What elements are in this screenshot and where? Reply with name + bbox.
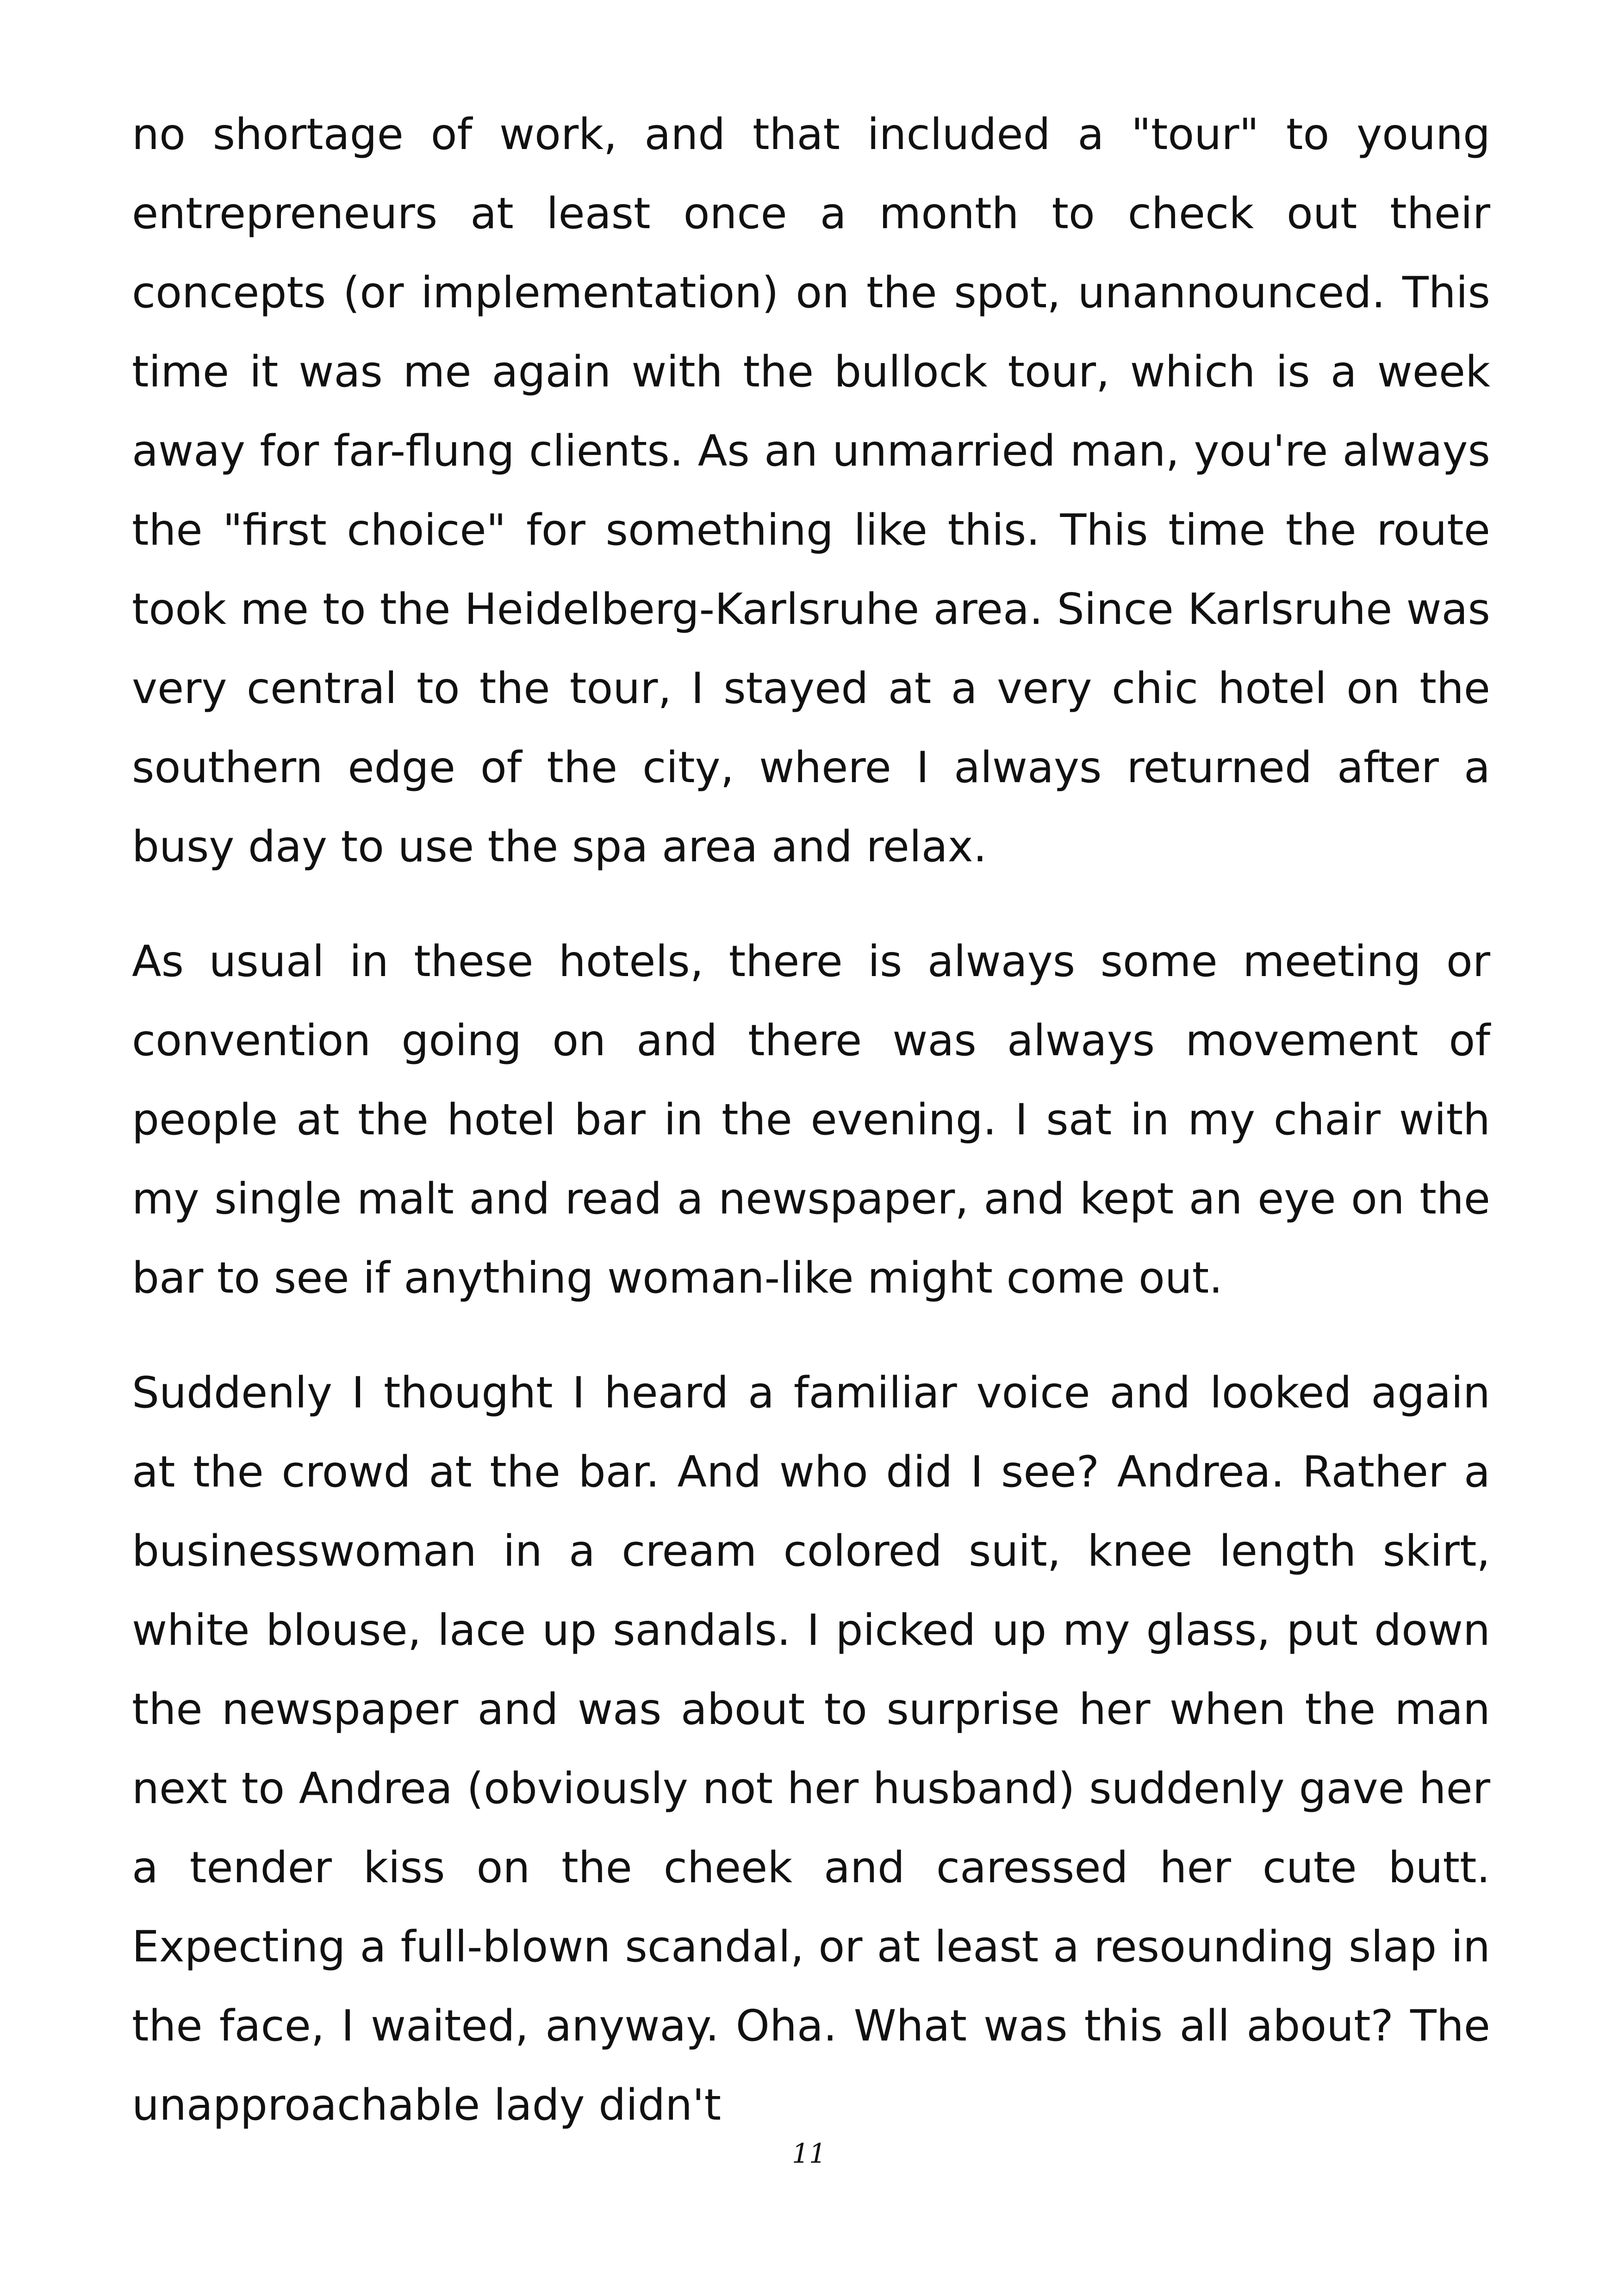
paragraph-1: no shortage of work, and that included a "tour" to young entrepreneurs at least once a month to check out their concepts (or implementation) on the spot, unannounced. This time it was me again with the bullock tour, which is a week away for far-flung clients. As an unmarried man, you're always the "first choice" for something like this. This time the route took me to the Heidelberg-Karlsruhe area. Since Karlsruhe was very central to the tour, I stayed at a very chic hotel on the southern edge of the city, where I always returned after a busy day to use the spa area and relax. [132,109,1490,871]
page-number: 11 [792,2138,826,2169]
paragraph-2: As usual in these hotels, there is always some meeting or convention going on and there was always movement of people at the hotel bar in the evening. I sat in my chair with my single malt and read a newspaper, and kept an eye on the bar to see if anything woman-like might come out. [132,936,1490,1303]
paragraph-3: Suddenly I thought I heard a familiar voice and looked again at the crowd at the bar. And who did I see? Andrea. Rather a businesswoman in a cream colored suit, knee length skirt, white blouse, lace up sandals. I picked up my glass, put down the newspaper and was about to surprise her when the man next to Andrea (obviously not her husband) suddenly gave her a tender kiss on the cheek and caressed her cute butt. Expecting a full-blown scandal, or at least a resounding slap in the face, I waited, anyway. Oha. What was this all about? The unapproachable lady didn't [132,1368,1490,2130]
body-text [132,95,1490,2145]
